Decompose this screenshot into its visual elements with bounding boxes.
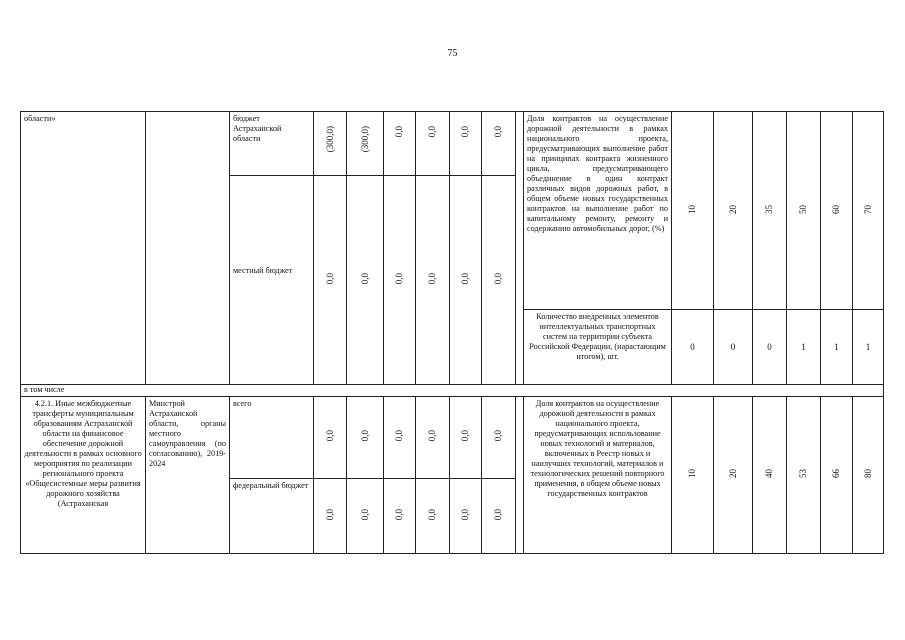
- indicator-value-cell: 80: [853, 397, 884, 554]
- value-cell: 0,0: [482, 479, 516, 554]
- value-cell: 0,0: [450, 176, 482, 385]
- indicator-value-cell: 0: [753, 310, 787, 385]
- value-cell: 0,0: [482, 176, 516, 385]
- indicator-value-cell: 35: [753, 112, 787, 310]
- spacer-cell: [516, 397, 524, 554]
- value-cell: 0,0: [384, 479, 416, 554]
- measure-cell: области»: [21, 112, 146, 385]
- value-cell: 0,0: [314, 176, 347, 385]
- value-cell: 0,0: [314, 479, 347, 554]
- indicator-value-cell: 20: [714, 112, 753, 310]
- value-cell: 0,0: [384, 112, 416, 176]
- page-number: 75: [447, 48, 458, 59]
- indicator-value-cell: 20: [714, 397, 753, 554]
- value-cell: 0,0: [482, 112, 516, 176]
- value-cell: (300,0): [314, 112, 347, 176]
- indicator-value-cell: 53: [787, 397, 821, 554]
- value-cell: 0,0: [347, 176, 384, 385]
- subheader-row: [21, 385, 884, 397]
- value-cell: 0,0: [450, 479, 482, 554]
- indicator-value-cell: 60: [821, 112, 853, 310]
- funding-source-cell: бюджет Астраханской области: [230, 112, 314, 176]
- subheader-cell: в том числе: [21, 385, 884, 397]
- program-table: [20, 111, 884, 554]
- value-cell: 0,0: [416, 479, 450, 554]
- indicator-value-cell: 50: [787, 112, 821, 310]
- value-cell: 0,0: [416, 112, 450, 176]
- indicator-value-cell: 1: [821, 310, 853, 385]
- indicator-cell: Количество внедренных элементов интеллектуальных транспортных систем на территории субъекта Российской Федерации, (нарастающим итогом), шт.: [524, 310, 672, 385]
- indicator-value-cell: 70: [853, 112, 884, 310]
- indicator-value-cell: 66: [821, 397, 853, 554]
- value-cell: 0,0: [384, 176, 416, 385]
- indicator-cell: Доля контрактов на осуществление дорожной деятельности в рамках национального проекта, предусматривающих выполнение работ на принципах контракта жизненного цикла, предусматривающего объединение в один контракт различных видов дорожных работ, в общем объеме новых государственных контрактов на выполнение работ по капитальному ремонту, ремонту и содержанию автомобильных дорог, (%): [524, 112, 672, 310]
- executor-cell: Минстрой Астраханской области, органы местного самоуправления (по согласованию), 2019-2024: [146, 397, 230, 554]
- value-cell: 0,0: [450, 112, 482, 176]
- value-cell: 0,0: [482, 397, 516, 479]
- spacer-cell: [516, 112, 524, 385]
- indicator-value-cell: 1: [853, 310, 884, 385]
- value-cell: 0,0: [347, 479, 384, 554]
- value-cell: 0,0: [314, 397, 347, 479]
- value-cell: (300,0): [347, 112, 384, 176]
- indicator-value-cell: 0: [672, 310, 714, 385]
- indicator-value-cell: 40: [753, 397, 787, 554]
- indicator-value-cell: 10: [672, 397, 714, 554]
- measure-cell: 4.2.1. Иные межбюджетные трансферты муниципальным образованиям Астраханской области на финансовое обеспечение дорожной деятельности в рамках основного мероприятия по реализации регионального проекта «Общесистемные меры развития дорожного хозяйства (Астраханская: [21, 397, 146, 554]
- indicator-value-cell: 10: [672, 112, 714, 310]
- funding-source-cell: всего: [230, 397, 314, 479]
- indicator-value-cell: 0: [714, 310, 753, 385]
- table-row: [21, 397, 884, 479]
- value-cell: 0,0: [416, 176, 450, 385]
- indicator-value-cell: 1: [787, 310, 821, 385]
- value-cell: 0,0: [384, 397, 416, 479]
- table-row: [21, 112, 884, 176]
- executor-cell: [146, 112, 230, 385]
- value-cell: 0,0: [416, 397, 450, 479]
- indicator-cell: Доля контрактов на осуществление дорожной деятельности в рамках национального проекта, предусматривающих использование новых технологий и материалов, включенных в Реестр новых и наилучших технологий, материалов и технологических решений повторного применения, в общем объеме новых государственных контрактов: [524, 397, 672, 554]
- value-cell: 0,0: [450, 397, 482, 479]
- funding-source-cell: федеральный бюджет: [230, 479, 314, 554]
- funding-source-cell: местный бюджет: [230, 176, 314, 385]
- value-cell: 0,0: [347, 397, 384, 479]
